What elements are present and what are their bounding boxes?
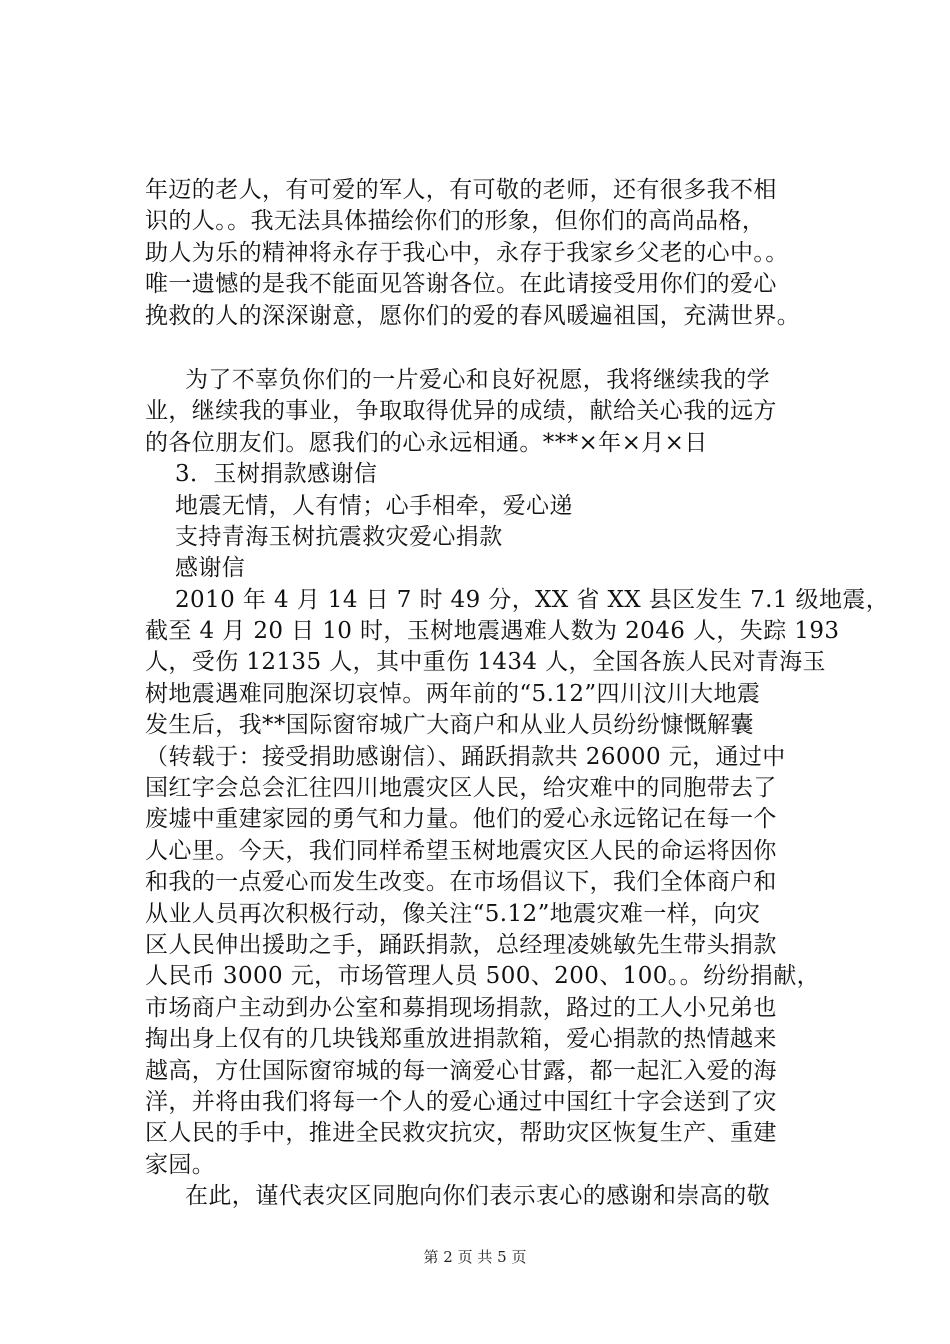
text-line: 挽救的人的深深谢意，愿你们的爱的春风暖遍祖国，充满世界。 <box>145 302 801 329</box>
text-line: 年迈的老人，有可爱的军人，有可敬的老师，还有很多我不相 <box>145 177 777 203</box>
text-line: 助人为乐的精神将永存于我心中，永存于我家乡父老的心中。。 <box>145 239 789 266</box>
text-line: 在此，谨代表灾区同胞向你们表示衷心的感谢和崇高的敬 <box>185 1183 770 1210</box>
slogan-line: 地震无情，人有情；心手相牵，爱心递 <box>175 492 573 519</box>
page-number-footer: 第 2 页 共 5 页 <box>423 1248 527 1266</box>
text-line: 废墟中重建家园的勇气和力量。他们的爱心永远铭记在每一个 <box>145 806 777 833</box>
text-line: 区人民伸出援助之手，踊跃捐款，总经理凌姚敏先生带头捐款 <box>145 931 777 958</box>
text-line: 发生后，我**国际窗帘城广大商户和从业人员纷纷慷慨解囊 <box>145 712 754 739</box>
paragraph-2 <box>145 365 825 459</box>
text-line: 人，受伤 12135 人，其中重伤 1434 人，全国各族人民对青海玉 <box>145 649 826 676</box>
letter-title: 感谢信 <box>175 555 246 582</box>
text-line: 越高，方仕国际窗帘城的每一滴爱心甘露，都一起汇入爱的海 <box>145 1057 777 1084</box>
text-line: 的各位朋友们。愿我们的心永远相通。***×年×月×日 <box>145 429 708 456</box>
paragraph-4 <box>145 1181 825 1212</box>
paragraph-3 <box>145 585 890 1181</box>
text-line: 掏出身上仅有的几块钱郑重放进捐款箱，爱心捐款的热情越来 <box>145 1026 777 1053</box>
text-line: 从业人员再次积极行动，像关注“5.12”地震灾难一样，向灾 <box>145 900 761 927</box>
text-line: 市场商户主动到办公室和募捐现场捐款，路过的工人小兄弟也 <box>145 994 777 1021</box>
text-line: 洋，并将由我们将每一个人的爱心通过中国红十字会送到了灾 <box>145 1088 777 1115</box>
text-line: 为了不辜负你们的一片爱心和良好祝愿，我将继续我的学 <box>185 366 770 393</box>
text-line: 唯一遗憾的是我不能面见答谢各位。在此请接受用你们的爱心 <box>145 271 777 298</box>
text-line: 人民币 3000 元，市场管理人员 500、200、100。。纷纷捐献， <box>145 963 821 990</box>
text-line: 家园。 <box>145 1151 216 1178</box>
slogan-line: 支持青海玉树抗震救灾爱心捐款 <box>175 523 503 550</box>
text-line: 人心里。今天，我们同样希望玉树地震灾区人民的命运将因你 <box>145 837 777 864</box>
section-heading: 3．玉树捐款感谢信 <box>175 461 378 488</box>
paragraph-1 <box>145 175 825 332</box>
text-line: 2010 年 4 月 14 日 7 时 49 分，XX 省 XX 县区发生 7.1 级地震， <box>175 586 890 613</box>
text-line: 业，继续我的事业，争取取得优异的成绩，献给关心我的远方 <box>145 398 777 425</box>
text-line: 截至 4 月 20 日 10 时，玉树地震遇难人数为 2046 人，失踪 193 <box>145 618 840 645</box>
paragraph-spacer <box>145 332 825 365</box>
text-line: 树地震遇难同胞深切哀悼。两年前的“5.12”四川汶川大地震 <box>145 680 761 707</box>
text-line: （转载于：接受捐助感谢信）、踊跃捐款共 26000 元，通过中 <box>145 743 786 770</box>
document-body <box>145 175 890 1213</box>
text-line: 和我的一点爱心而发生改变。在市场倡议下，我们全体商户和 <box>145 869 777 896</box>
text-line: 国红字会总会汇往四川地震灾区人民，给灾难中的同胞带去了 <box>145 775 777 802</box>
text-line: 识的人。。我无法具体描绘你们的形象，但你们的高尚品格， <box>145 208 766 235</box>
text-line: 区人民的手中，推进全民救灾抗灾，帮助灾区恢复生产、重建 <box>145 1120 777 1147</box>
